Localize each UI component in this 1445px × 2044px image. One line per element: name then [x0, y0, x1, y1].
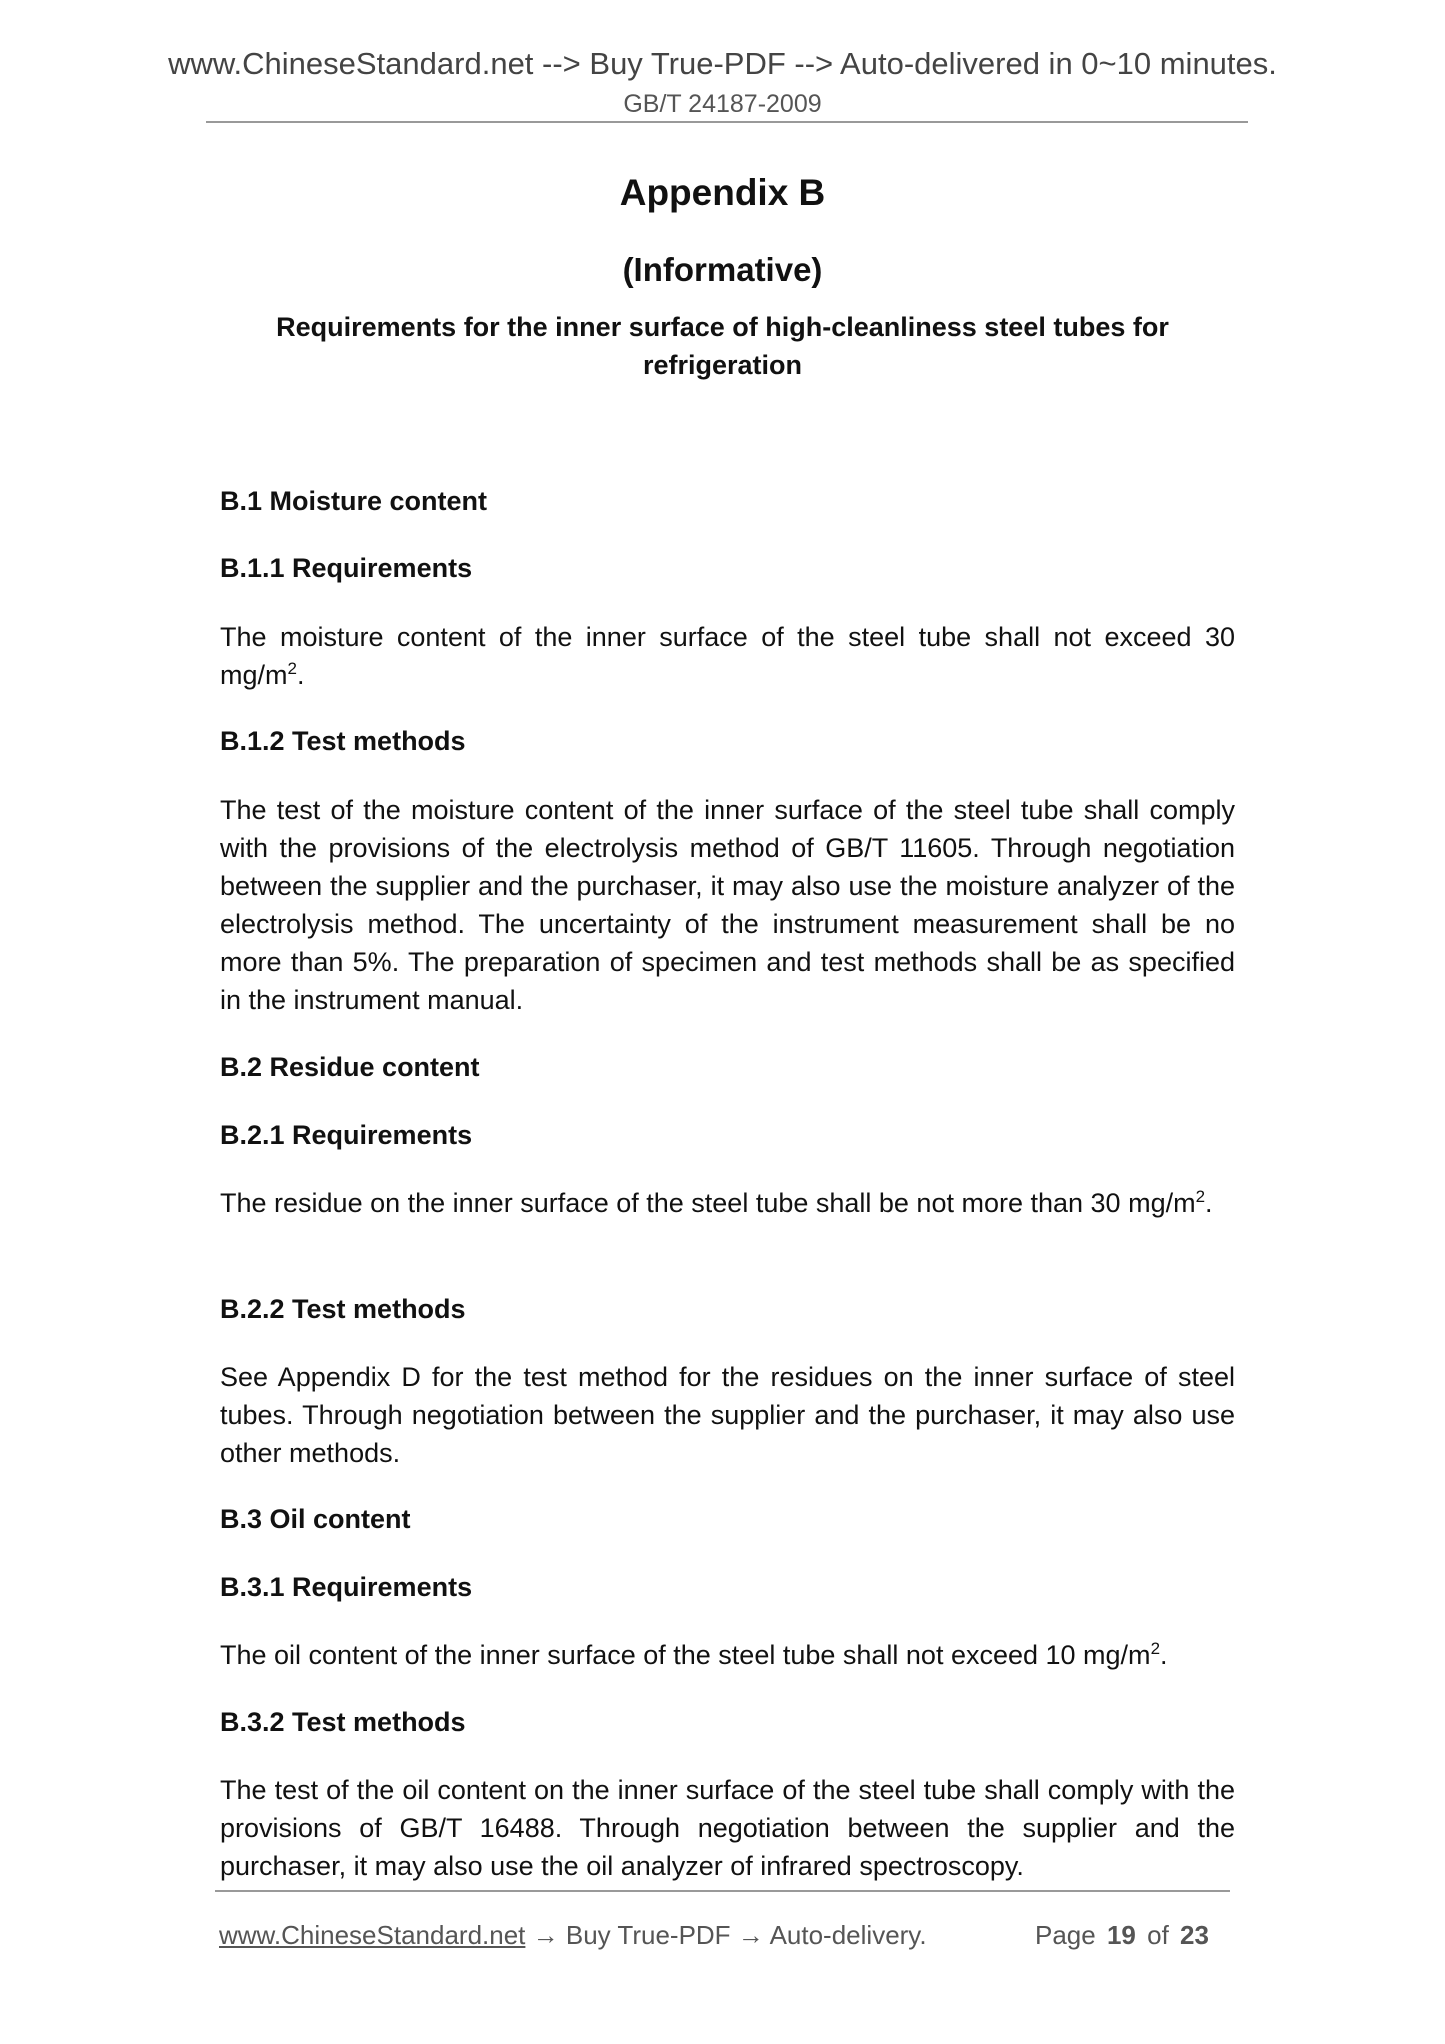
paragraph-b32: The test of the oil content on the inner surface of the steel tube shall comply with the provisions of GB/T 16488. Through negotiation between the supplier and the purchaser, it may also use the oil analyzer of infrared spectroscopy. — [220, 1775, 1235, 1881]
appendix-title: Appendix B — [619, 172, 826, 213]
header-banner: www.ChineseStandard.net --> Buy True-PDF --> Auto-delivered in 0~10 minutes. — [168, 46, 1277, 81]
heading-b11: B.1.1 Requirements — [220, 553, 473, 583]
paragraph-b31: The oil content of the inner surface of the steel tube shall not exceed 10 $mg/m^2$. — [220, 1639, 1168, 1670]
header-rule — [206, 121, 1248, 123]
paragraph-b11: The moisture content of the inner surface of the steel tube shall not exceed 30 $mg/m^2$. — [220, 622, 1235, 690]
heading-b2: B.2 Residue content — [220, 1052, 480, 1082]
heading-b32: B.3.2 Test methods — [220, 1707, 466, 1737]
paragraph-b12: The test of the moisture content of the inner surface of the steel tube shall comply with the provisions of the electrolysis method of GB/T 11605. Through negotiation between the supplier and the purchaser, it may also use the moisture analyzer of the electrolysis method. The uncertainty of the instrument measurement shall be no more than 5%. The preparation of specimen and test methods shall be as specified in the instrument manual. — [220, 795, 1235, 1015]
heading-b21: B.2.1 Requirements — [220, 1120, 473, 1150]
appendix-subtitle-line2: refrigeration — [642, 350, 803, 380]
heading-b22: B.2.2 Test methods — [220, 1294, 466, 1324]
document-id: GB/T 24187-2009 — [623, 90, 822, 118]
heading-b3: B.3 Oil content — [220, 1504, 411, 1534]
heading-b12: B.1.2 Test methods — [220, 726, 466, 756]
paragraph-b21: The residue on the inner surface of the steel tube shall be not more than 30 $mg/m^2$. — [220, 1187, 1213, 1218]
footer-text: www.ChineseStandard.net → Buy True-PDF → Auto-delivery. — [219, 1920, 927, 1950]
page-number: Page 19 of 23 — [1035, 1920, 1209, 1950]
appendix-subtitle-line1: Requirements for the inner surface of high-cleanliness steel tubes for — [276, 312, 1169, 342]
heading-b1: B.1 Moisture content — [220, 486, 488, 516]
appendix-type: (Informative) — [622, 251, 823, 288]
footer-rule — [215, 1890, 1230, 1892]
heading-b31: B.3.1 Requirements — [220, 1572, 473, 1602]
paragraph-b22: See Appendix D for the test method for the residues on the inner surface of steel tubes. Through negotiation between the supplier and the purchaser, it may also use other methods. — [220, 1362, 1235, 1468]
footer-link[interactable]: www.ChineseStandard.net — [219, 1920, 526, 1950]
